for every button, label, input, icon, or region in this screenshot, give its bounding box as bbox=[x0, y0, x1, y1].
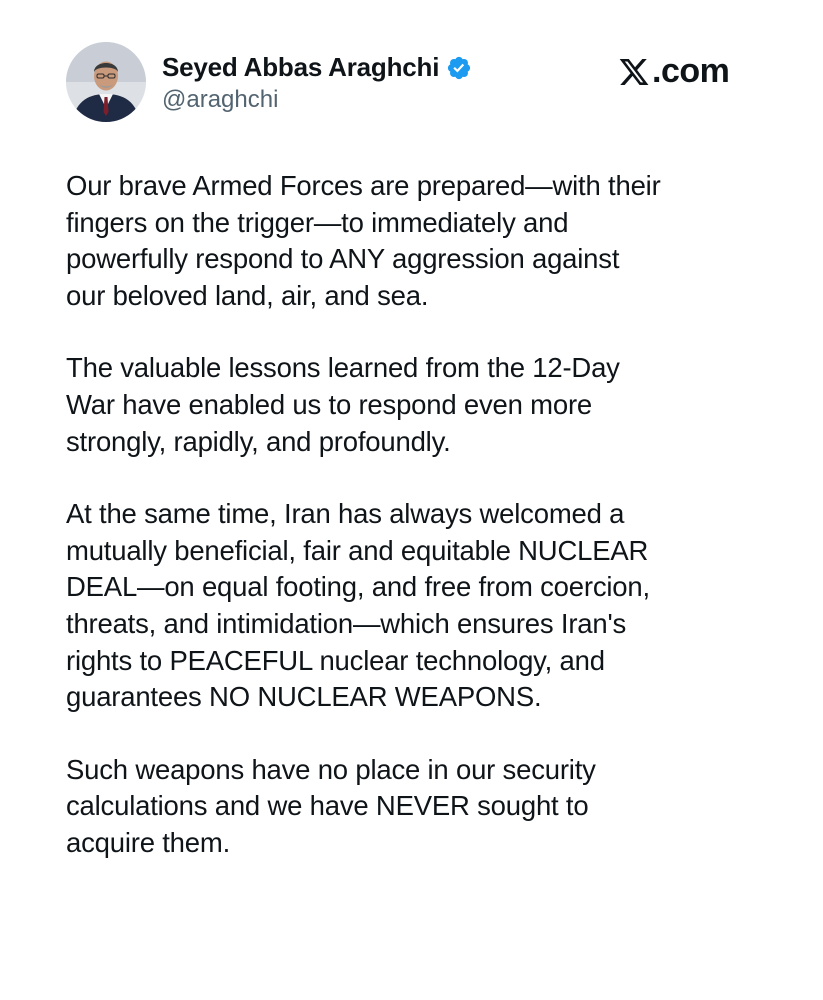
verified-badge-icon bbox=[446, 55, 472, 81]
x-com-watermark bbox=[618, 52, 729, 91]
post-paragraph-4: Such weapons have no place in our security calculations and we have NEVER sought to acquire them. bbox=[66, 753, 596, 858]
x-logo-icon bbox=[618, 56, 650, 88]
author-name-text: Seyed Abbas Araghchi bbox=[162, 52, 440, 82]
profile-photo-icon bbox=[66, 42, 146, 122]
author-name[interactable] bbox=[162, 52, 472, 83]
domain-suffix: .com bbox=[652, 52, 730, 90]
post-paragraph-3: At the same time, Iran has always welcomed a mutually beneficial, fair and equitable NUCLEAR DEAL—on equal footing, and free from coercion, threats, and intimidation—which ensures Iran's rights to PEACEFUL nuclear technology, and guarantees NO NUCLEAR WEAPONS. bbox=[66, 498, 650, 713]
author-avatar[interactable] bbox=[66, 42, 146, 122]
post-paragraph-1: Our brave Armed Forces are prepared—with their fingers on the trigger—to immediately and powerfully respond to ANY aggression against our beloved land, air, and sea. bbox=[66, 170, 661, 311]
author-handle[interactable]: @araghchi bbox=[162, 86, 279, 113]
post-paragraph-2: The valuable lessons learned from the 12-Day War have enabled us to respond even more strongly, rapidly, and profoundly. bbox=[66, 352, 620, 457]
post-text bbox=[66, 168, 786, 898]
